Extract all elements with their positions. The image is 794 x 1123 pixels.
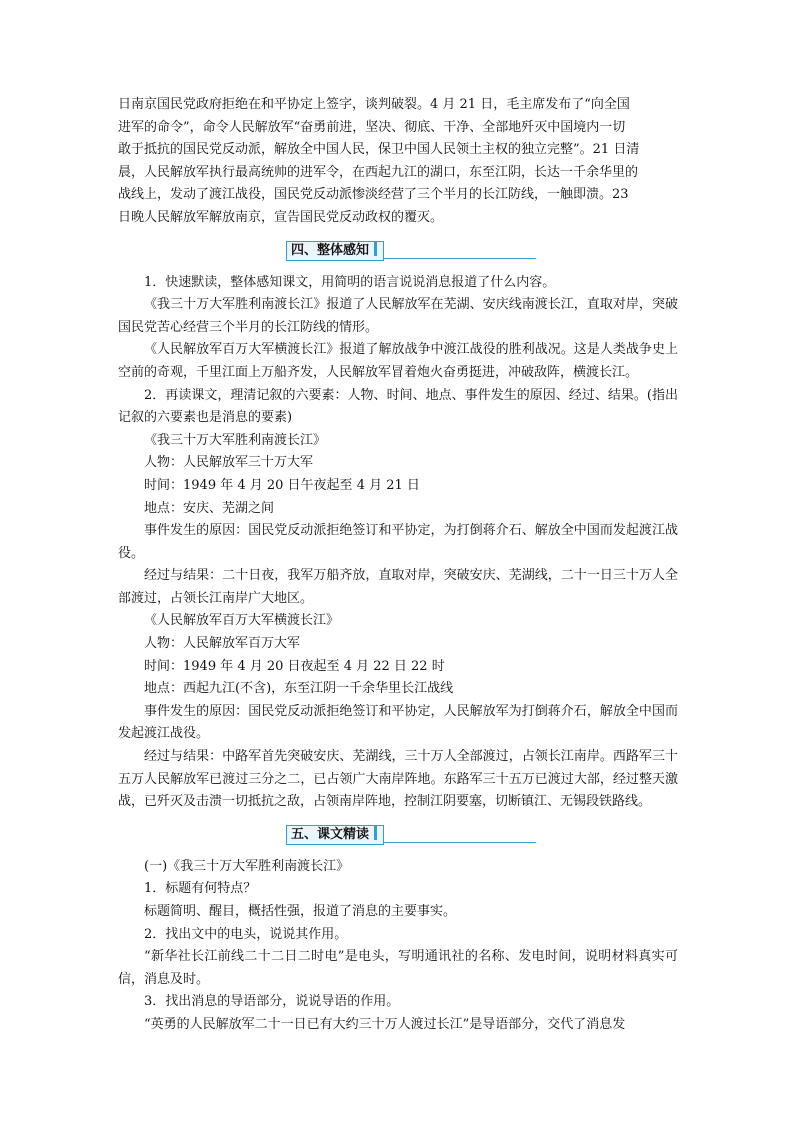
banner-bar-icon bbox=[374, 242, 377, 256]
question-5-3: 3．找出消息的导语部分，说说导语的作用。 bbox=[144, 994, 400, 1010]
document-page bbox=[118, 94, 678, 1037]
subsection-title: (一)《我三十万大军胜利南渡长江》 bbox=[144, 858, 350, 874]
section-4-banner bbox=[118, 241, 678, 263]
intro-line: 进军的命令”，命令人民解放军“奋勇前进，坚决、彻底、干净、全部地歼灭中国境内一切 bbox=[118, 119, 626, 135]
section-4-title: 四、整体感知 bbox=[291, 242, 370, 258]
article-1-people: 人物：人民解放军三十万大军 bbox=[144, 455, 314, 471]
article-2-title: 《人民解放军百万大军横渡长江》 bbox=[144, 613, 340, 629]
section-5-banner bbox=[118, 825, 678, 847]
article-1-cause: 事件发生的原因：国民党反动派拒绝签订和平协定，为打倒蒋介石、解放全中国而发起渡江战役。 bbox=[118, 523, 678, 561]
question-2: 2．再读课文，理清记叙的六要素：人物、时间、地点、事件发生的原因、经过、结果。(指出记叙的六要素也是消息的要素) bbox=[118, 387, 678, 426]
answer-1a: 《我三十万大军胜利南渡长江》报道了人民解放军在芜湖、安庆线南渡长江，直取对岸，突破国民党苦心经营三个半月的长江防线的情形。 bbox=[118, 297, 678, 335]
answer-1b: 《人民解放军百万大军横渡长江》报道了解放战争中渡江战役的胜利战况。这是人类战争史上空前的奇观，千里江面上万船齐发，人民解放军冒着炮火奋勇挺进，冲破敌阵，横渡长江。 bbox=[118, 342, 678, 380]
intro-line: 晨，人民解放军执行最高统帅的进军令，在西起九江的湖口，东至江阴，长达一千余华里的 bbox=[118, 164, 639, 180]
article-2-time: 时间：1949 年 4 月 20 日夜起至 4 月 22 日 22 时 bbox=[144, 658, 445, 674]
section-5-heading bbox=[286, 825, 384, 845]
article-2-place: 地点：西起九江(不含)，东至江阴一千余华里长江战线 bbox=[144, 681, 454, 697]
question-1: 1．快速默读，整体感知课文，用简明的语言说说消息报道了什么内容。 bbox=[144, 274, 556, 290]
question-5-2: 2．找出文中的电头，说说其作用。 bbox=[144, 926, 348, 942]
intro-line: 日南京国民党政府拒绝在和平协定上签字，谈判破裂。4 月 21 日，毛主席发布了“向全国 bbox=[118, 97, 630, 112]
article-2-result: 经过与结果：中路军首先突破安庆、芜湖线，三十万人全部渡过，占领长江南岸。西路军三十五万人民解放军已渡过三分之二，已占领广大南岸阵地。东路军三十五万已渡过大部，经过整天激战，已歼灭及击溃一切抵抗之敌，占领南岸阵地，控制江阴要塞，切断镇江、无锡段铁路线。 bbox=[118, 749, 678, 810]
banner-bar-icon bbox=[374, 826, 377, 840]
article-2-cause: 事件发生的原因：国民党反动派拒绝签订和平协定，人民解放军为打倒蒋介石，解放全中国而发起渡江战役。 bbox=[118, 703, 678, 742]
article-1-result: 经过与结果：二十日夜，我军万船齐放，直取对岸，突破安庆、芜湖线，二十一日三十万人全部渡过，占领长江南岸广大地区。 bbox=[118, 568, 678, 606]
intro-line: 战线上，发动了渡江战役，国民党反动派惨淡经营了三个半月的长江防线，一触即溃。23 bbox=[118, 187, 629, 203]
answer-5-2: “新华社长江前线二十二日二时电”是电头，写明通讯社的名称、发电时间，说明材料真实可信，消息及时。 bbox=[118, 949, 678, 987]
question-5-1: 1．标题有何特点？ bbox=[144, 881, 257, 897]
article-1-title: 《我三十万大军胜利南渡长江》 bbox=[144, 432, 327, 448]
intro-paragraph bbox=[118, 94, 678, 230]
section-4-heading bbox=[286, 241, 384, 261]
intro-line: 日晚人民解放军解放南京，宣告国民党反动政权的覆灭。 bbox=[118, 209, 444, 225]
intro-line: 敢于抵抗的国民党反动派，解放全中国人民，保卫中国人民领土主权的独立完整”。21 日清 bbox=[118, 142, 640, 158]
article-1-time: 时间：1949 年 4 月 20 日午夜起至 4 月 21 日 bbox=[144, 477, 420, 493]
article-1-place: 地点：安庆、芜湖之间 bbox=[144, 500, 275, 516]
article-2-people: 人物：人民解放军百万大军 bbox=[144, 636, 301, 652]
answer-5-1: 标题简明、醒目，概括性强，报道了消息的主要事实。 bbox=[144, 904, 457, 919]
section-5-title: 五、课文精读 bbox=[291, 826, 370, 842]
answer-5-3: “英勇的人民解放军二十一日已有大约三十万人渡过长江”是导语部分，交代了消息发 bbox=[144, 1016, 626, 1032]
